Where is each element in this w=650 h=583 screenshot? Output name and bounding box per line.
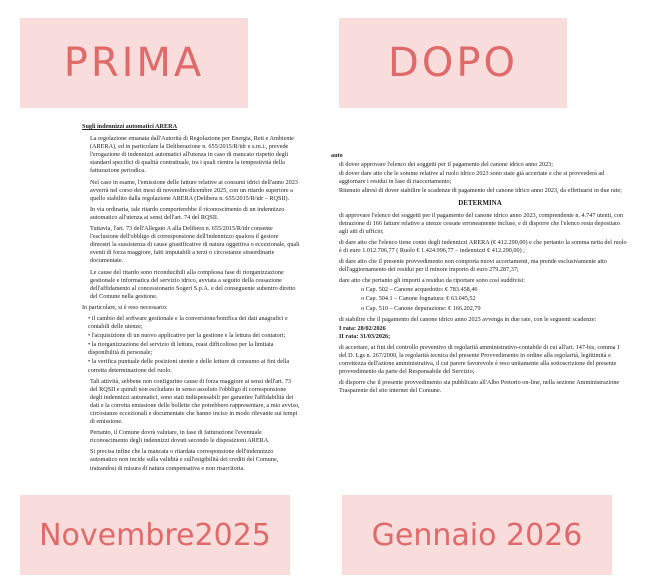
before-title-box	[20, 18, 248, 108]
determina-heading: DETERMINA	[458, 199, 502, 208]
right-top-word: auto	[331, 152, 343, 159]
after-title-box	[339, 18, 567, 108]
right-item-1: di approvare l'elenco dei soggetti per il pagamento del canone idrico anno 2023, comprendente n. 4.747 utenti, con detrazione di 166 fatture relative a utenze cessate erroneamente incluse, e di disporre che l'elenco resta depositato agli atti di ufficio;	[339, 211, 624, 235]
before-title: PRIMA	[63, 40, 205, 86]
left-heading: Sugli indennizzi automatici ARERA	[82, 123, 178, 130]
right-item-6: di accertare, ai fini del controllo preventivo di regolarità amministrativo-contabile di cui all'art. 147-bis, comma 1 del D. Lgs n. 267/2000, la regolarità tecnica del presente Provvedimento in ordine alla regolarità, legittimità e correttezza dell'azione amministrativa, il cui parere favorevole è reso unitamente alla sottoscrizione del presente provvedimento da parte del Responsabile del Servizio;	[339, 343, 621, 376]
left-paragraph-1: La regolazione emanata dall'Autorità di Regolazione per Energia, Reti e Ambiente (ARERA), ed in particolare la Deliberazione n. 655/2015/R/idr e s.m.i., prevede l'erogazione di indennizzi automatici all'utenza in caso di mancato rispetto degli standard specifici di qualità contrattuale, tra i quali rientra la tempestività della fatturazione periodica.	[90, 135, 294, 175]
left-paragraph-6: In particolare, si è reso necessario:	[82, 303, 168, 311]
cap-list	[331, 286, 629, 312]
right-item-5: di stabilire che il pagamento del canone idrico anno 2023 avvenga in due rate, con le seguenti scadenze:	[339, 315, 597, 323]
after-date-box	[342, 495, 612, 575]
list-item: • la riorganizzazione del servizio di lettura, reasi difficoltoso per la limitata disponibilità di personale;	[88, 341, 274, 357]
right-text-2: di dover dare atto che le somme relative al ruolo idrico 2023 sono state già accertate e che si provvederà ad aggiornare i residui in fase di riaccertamento;	[339, 170, 605, 186]
after-document	[331, 152, 629, 422]
left-paragraph-3: In via ordinaria, tale ritardo comporterebbe il riconoscimento di un indennizzo automatico all'utenza ai sensi dell'art. 74 del RQSII.	[90, 205, 285, 221]
before-date-box	[20, 495, 290, 575]
after-title: DOPO	[388, 40, 518, 86]
list-item: o Cap. 510 – Canone depurazione: € 166.202,79	[361, 304, 481, 312]
list-item: • la verifica puntuale delle posizioni utente e delle letture di consumo ai fini della corretta determinazione del ruolo.	[88, 358, 290, 374]
list-item: o Cap. 502 – Canone acquedotto: € 783.458,46	[361, 286, 478, 294]
left-paragraph-4: Tuttavia, l'art. 73 dell'Allegato A alla Delibera n. 655/2015/R/idr consente l'esclusione dell'obbligo di corresponsione dell'indennizzo qualora il gestore dimostri la sussistenza di cause giustificative di natura oggettiva o eccezionale, quali eventi di forza maggiore, fatti imputabili a terzi o circostanze straordinarie documentate.	[90, 225, 300, 265]
rata-2: II rata: 31/03/2026;	[339, 332, 391, 340]
list-item: o Cap. 504.1 – Canone fognatura: € 63.045,52	[361, 295, 476, 303]
left-bullet-list	[82, 315, 300, 375]
rata-1: I rata: 28/02/2026	[339, 324, 386, 332]
right-item-3: di dare atto che il presente provvedimento non comporta nuovi accertamenti, ma prende esclusivamente atto dell'aggiornamento dei residui per il minore importo di euro 279.287,37;	[339, 258, 607, 274]
before-document	[82, 123, 300, 472]
left-paragraph-9: Si precisa infine che la mancata o ritardata corresponsione dell'indennizzo automatico non incide sulla validità e sull'esigibilità dei crediti del Comune, trattandosi di misura di natura compensativa e non risarcitoria.	[90, 448, 279, 472]
left-paragraph-5: Le cause del ritardo sono riconducibili alla complessa fase di riorganizzazione gestionale e informatica del servizio idrico, avviata a seguito della cessazione dell'affidamento al concessionario Sogeri S.p.A. e del conseguente subentro diretto del Comune nella gestione.	[90, 268, 296, 300]
right-item-7: di disporre che il presente provvedimento sia pubblicato all'Albo Pretorio on-line, nella sezione Amministrazione Trasparente del sito internet del Comune.	[339, 379, 620, 395]
list-item: • l'acquisizione di un nuovo applicativo per la gestione e la lettura dei contatori;	[88, 332, 286, 340]
right-item-2: di dare atto che l'elenco tiene conto degli indennizzi ARERA (€ 412.290,00) e che pertanto la somma netta del ruolo è di euro 1.012.706,77 ( Ruolo € 1.424.996,77 – indennizzi € 412.290,00) ;	[339, 238, 627, 254]
right-text-3: Ritenuto altresì di dover stabilire le scadenze di pagamento del canone idrico anno 2023, da effettuarsi in due rate;	[339, 187, 622, 195]
left-paragraph-8: Pertanto, il Comune dovrà valutare, in fase di fatturazione l'eventuale riconoscimento degli indennizzi dovuti secondo le disposizioni ARERA.	[90, 429, 270, 445]
left-paragraph-7: Tali attività, sebbene non configurino cause di forza maggiore ai sensi dell'art. 73 del RQSII e quindi non escludano in senso assoluto l'obbligo di corresponsione degli indennizzi automatici, sono stati indispensabili per garantire l'affidabilità dei dati e la corretta emissione delle bollette che potrebbero rappresentare, a mio avviso, circostanze eccezionali e documentate che hanno inciso in modo rilevante sui tempi di emissione.	[90, 377, 300, 426]
list-item: • il cambio del software gestionale e la conversione/bonifica dei dati anagrafici e contabili delle utenze;	[88, 314, 288, 331]
left-paragraph-2: Nel caso in esame, l'emissione delle fatture relative ai consumi idrici dell'anno 2023 avverrà nel corso dei mesi di novembre/dicembre 2025, con un ritardo superiore a quello stabilito dalla regolazione ARERA (Delibera n. 655/2015/R/idr – RQSII).	[90, 178, 298, 202]
right-item-4: dare atto che pertanto gli importi a residuo da riportare sono così suddivisi:	[339, 277, 525, 285]
before-date: Novembre2025	[39, 517, 271, 553]
after-date: Gennaio 2026	[371, 517, 583, 553]
right-text-1: di dover approvare l'elenco dei soggetti per il pagamento del canone idrico anno 2023;	[339, 161, 553, 169]
